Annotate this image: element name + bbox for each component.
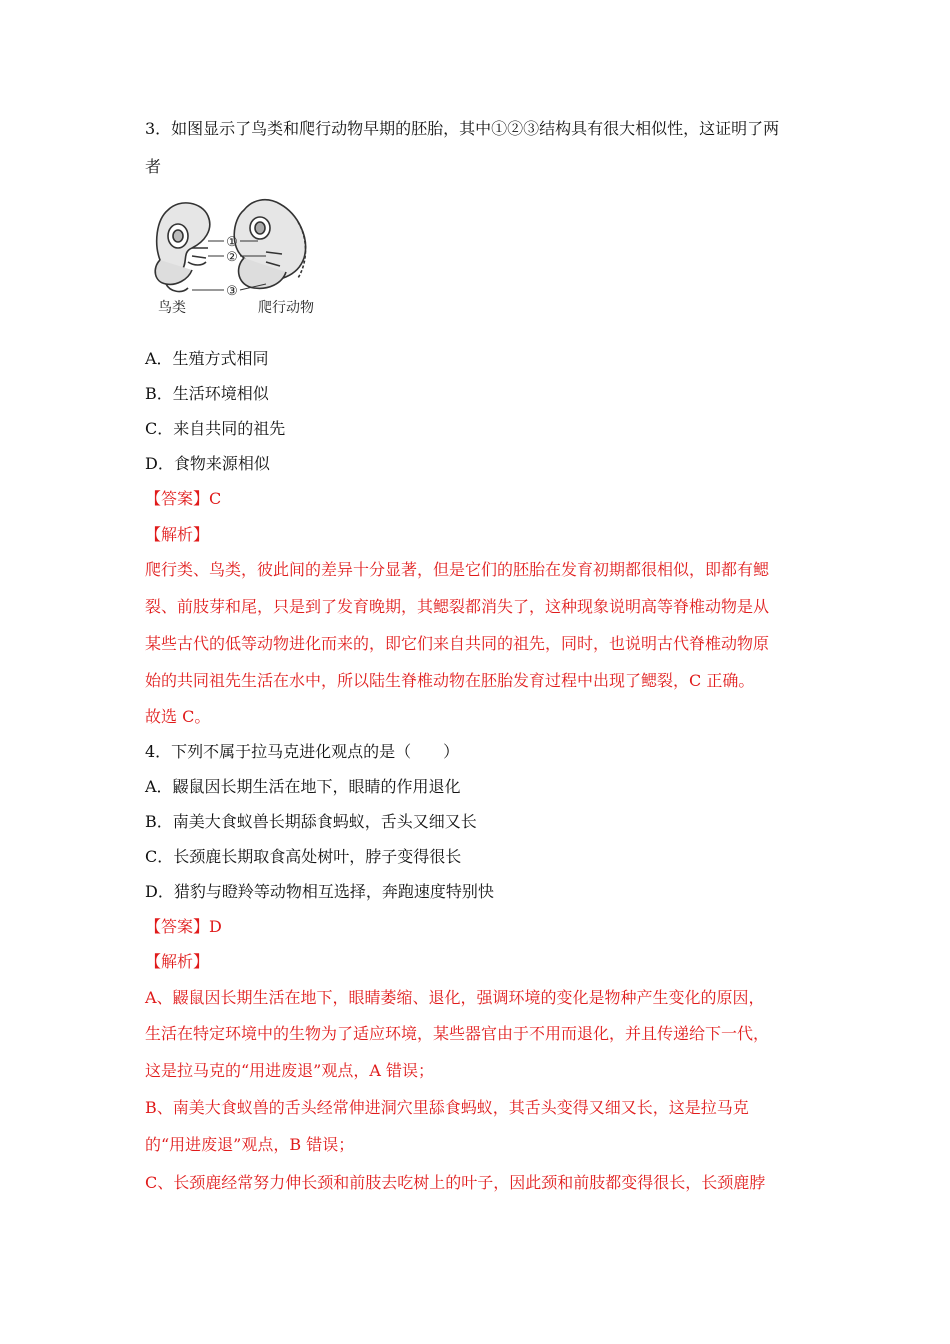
mark-2: ②: [226, 250, 238, 265]
q3-stem-line1: 3．如图显示了鸟类和爬行动物早期的胚胎，其中①②③结构具有很大相似性，这证明了两: [145, 119, 780, 138]
reptile-embryo-drawing: [234, 200, 305, 289]
q4-stem: 4．下列不属于拉马克进化观点的是（ ）: [145, 742, 460, 761]
q3-analysis-line: 裂、前肢芽和尾，只是到了发育晚期，其鳃裂都消失了，这种现象说明高等脊椎动物是从: [145, 597, 770, 616]
q4-answer: [145, 916, 222, 938]
q4-option-b: B．南美大食蚁兽长期舔食蚂蚁，舌头又细又长: [145, 812, 477, 831]
q4-analysis-line: 这是拉马克的“用进废退”观点，A 错误；: [145, 1061, 435, 1080]
q3-analysis-line: 始的共同祖先生活在水中，所以陆生脊椎动物在胚胎发育过程中出现了鳃裂，C 正确。: [145, 671, 755, 690]
q4-analysis-line: C、长颈鹿经常努力伸长颈和前肢去吃树上的叶子，因此颈和前肢都变得很长，长颈鹿脖: [145, 1173, 766, 1192]
answer-tag: 【答案】: [145, 489, 210, 508]
label-reptile: 爬行动物: [258, 300, 314, 316]
q4-analysis-tag: 【解析】: [145, 952, 210, 971]
q4-option-c: C．长颈鹿长期取食高处树叶，脖子变得很长: [145, 847, 462, 866]
answer-value: D: [209, 917, 222, 936]
q4-analysis-line: 生活在特定环境中的生物为了适应环境，某些器官由于不用而退化，并且传递给下一代，: [145, 1024, 770, 1043]
q4-analysis-line: B、南美大食蚁兽的舌头经常伸进洞穴里舔食蚂蚁，其舌头变得又细又长，这是拉马克: [145, 1098, 749, 1117]
q3-analysis-line: 爬行类、鸟类，彼此间的差异十分显著，但是它们的胚胎在发育初期都很相似，即都有鳃: [145, 560, 770, 579]
q3-option-b: B．生活环境相似: [145, 384, 269, 403]
q3-analysis-line: 某些古代的低等动物进化而来的，即它们来自共同的祖先，同时，也说明古代脊椎动物原: [145, 634, 770, 653]
q3-answer: [145, 488, 221, 510]
q3-option-a: A．生殖方式相同: [145, 349, 269, 368]
answer-value: C: [209, 489, 222, 508]
q4-analysis-line: A、鼹鼠因长期生活在地下，眼睛萎缩、退化，强调环境的变化是物种产生变化的原因，: [145, 988, 765, 1007]
mark-3: ③: [226, 284, 238, 299]
embryo-figure: [148, 192, 324, 320]
q3-option-c: C．来自共同的祖先: [145, 419, 286, 438]
q4-analysis-line: 的“用进废退”观点，B 错误；: [145, 1135, 355, 1154]
q3-analysis-tag: 【解析】: [145, 525, 210, 544]
label-bird: 鸟类: [158, 300, 186, 316]
answer-tag: 【答案】: [145, 917, 210, 936]
q4-option-a: A．鼹鼠因长期生活在地下，眼睛的作用退化: [145, 777, 461, 796]
q3-stem-line2: 者: [145, 157, 162, 176]
bird-embryo-drawing: [155, 203, 210, 292]
mark-1: ①: [226, 235, 238, 250]
q3-option-d: D．食物来源相似: [145, 454, 270, 473]
q4-option-d: D．猎豹与瞪羚等动物相互选择，奔跑速度特别快: [145, 882, 494, 901]
q3-analysis-line: 故选 C。: [145, 707, 211, 726]
